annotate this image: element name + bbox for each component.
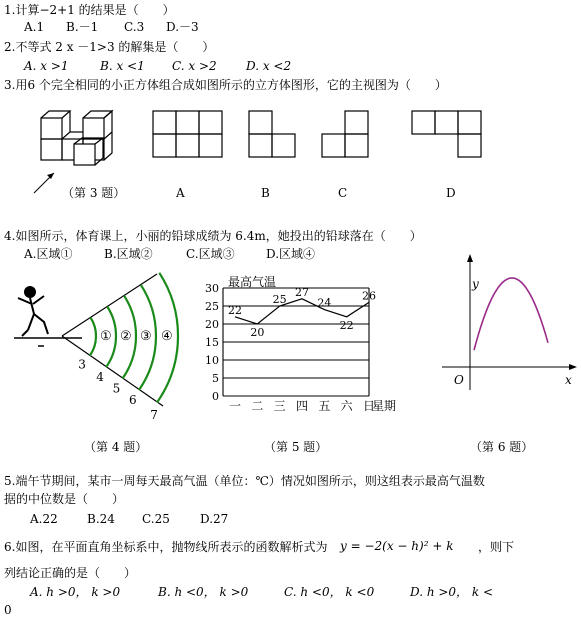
q5-option-d: D.27 (200, 512, 229, 526)
q5-temperature-chart (200, 262, 400, 432)
value-label-2: 20 (250, 326, 265, 339)
q1-option-d: D.－3 (166, 20, 199, 34)
q3-caption-c: C (338, 186, 348, 200)
distance-tick-3: 3 (78, 357, 86, 372)
y-axis-label: y (472, 277, 479, 291)
q3-caption-figure: （第 3 题） (62, 186, 126, 200)
q4-option-d: D.区域④ (266, 247, 316, 261)
q2-stem: 2.不等式 2 x －1>3 的解集是（ ） (4, 40, 215, 54)
sector-lower-line (62, 336, 163, 406)
sector-upper-line (62, 274, 157, 336)
athlete-icon (18, 287, 48, 336)
q2-option-b: B. x <1 (100, 59, 145, 73)
q1-option-c: C.3 (124, 20, 145, 34)
q4-stem: 4.如图所示，体育课上，小丽的铅球成绩为 6.4m，她投出的铅球落在（ ） (4, 229, 422, 243)
region-label-3: ③ (140, 329, 152, 344)
q6-stem-prefix: 6.如图，在平面直角坐标系中，抛物线所表示的函数解析式为 (4, 540, 328, 554)
q3-figures (0, 100, 581, 220)
chart-gridlines (223, 285, 369, 396)
q3-caption-d: D (446, 186, 456, 200)
distance-tick-7: 7 (150, 407, 158, 422)
x-label-6: 六 (340, 399, 353, 413)
y-tick-30: 30 (205, 282, 219, 295)
q4-option-c: C.区域③ (186, 247, 235, 261)
q6-option-a: A. h >0， k >0 (30, 585, 121, 599)
distance-tick-5: 5 (112, 381, 121, 396)
x-label-4: 四 (295, 399, 309, 413)
x-label-7: 日 (362, 399, 376, 413)
q4-shotput-figure (0, 262, 200, 432)
y-tick-10: 10 (205, 354, 219, 367)
y-axis-arrow-icon (467, 254, 473, 262)
x-label-1: 一 (228, 399, 242, 413)
value-label-4: 27 (295, 285, 309, 299)
chart-y-ticks (205, 282, 219, 403)
x-label-3: 三 (273, 399, 286, 413)
region-label-2: ② (120, 329, 132, 344)
value-label-5: 24 (317, 296, 332, 310)
q1-stem: 1.计算−2+1 的结果是（ ） (4, 3, 175, 17)
q2-option-a: A. x >1 (24, 59, 69, 73)
y-tick-0: 0 (212, 390, 219, 403)
q3-arrowhead-icon (47, 173, 54, 179)
distance-ticks (78, 357, 158, 421)
chart-x-unit: 星期 (372, 399, 397, 413)
q3-option-a-figure (153, 111, 222, 157)
q4-option-b: B.区域② (104, 247, 153, 261)
y-tick-20: 20 (205, 318, 219, 331)
x-label-5: 五 (318, 399, 331, 413)
value-label-7: 26 (362, 289, 376, 303)
y-tick-5: 5 (212, 372, 219, 385)
q6-stem-suffix: ，则下 (478, 540, 515, 554)
q5-option-b: B.24 (87, 512, 115, 526)
q5-stem-line1: 5.端午节期间，某市一周每天最高气温（单位：℃）情况如图所示，则这组表示最高气温数 (4, 474, 485, 488)
x-axis-label: x (565, 373, 572, 387)
value-label-1: 22 (228, 303, 242, 317)
q6-formula: y = −2(x − h)² + k (340, 539, 454, 553)
q3-option-b-figure (249, 111, 295, 157)
region-label-4: ④ (161, 329, 173, 344)
origin-label: O (454, 373, 464, 387)
q3-stem: 3.用6 个完全相同的小正方体组合成如图所示的立方体图形，它的主视图为（ ） (4, 78, 447, 92)
q5-option-a: A.22 (30, 512, 58, 526)
value-label-6: 22 (339, 318, 354, 332)
q3-caption-b: B (261, 186, 270, 200)
region-label-1: ① (100, 329, 112, 344)
q5-option-c: C.25 (142, 512, 170, 526)
fig6-caption: （第 6 题） (470, 440, 534, 454)
y-tick-15: 15 (205, 336, 219, 349)
q3-option-d-figure (412, 111, 481, 157)
q2-option-c: C. x >2 (172, 59, 217, 73)
q2-option-d: D. x <2 (246, 59, 292, 73)
q1-option-a: A.1 (24, 20, 45, 34)
distance-tick-6: 6 (129, 392, 137, 407)
value-label-3: 25 (272, 293, 287, 306)
chart-x-labels (229, 399, 375, 413)
q6-option-b: B. h <0， k >0 (158, 585, 249, 599)
q6-parabola-figure (436, 250, 581, 400)
q5-stem-line2: 据的中位数是（ ） (4, 492, 125, 506)
x-label-2: 二 (251, 399, 264, 413)
q1-option-b: B.－1 (66, 20, 99, 34)
q6-option-d: D. h >0， k < (410, 585, 494, 599)
q4-option-a: A.区域① (24, 247, 73, 261)
parabola-curve (474, 278, 548, 350)
q3-caption-a: A (176, 186, 185, 200)
q3-option-c-figure (322, 111, 368, 157)
sector-arc-1 (90, 318, 96, 356)
chart-title: 最高气温 (228, 275, 277, 289)
x-axis-arrow-icon (569, 364, 577, 370)
y-tick-25: 25 (205, 300, 219, 313)
distance-tick-4: 4 (96, 370, 104, 384)
fig4-caption: （第 4 题） (84, 440, 148, 454)
q6-option-c: C. h <0， k <0 (284, 585, 375, 599)
q3-solid-figure (41, 111, 112, 165)
q6-stem-line2: 列结论正确的是（ ） (4, 566, 137, 580)
fig5-caption: （第 5 题） (264, 440, 328, 454)
q6-option-d-wrap: 0 (4, 603, 12, 617)
